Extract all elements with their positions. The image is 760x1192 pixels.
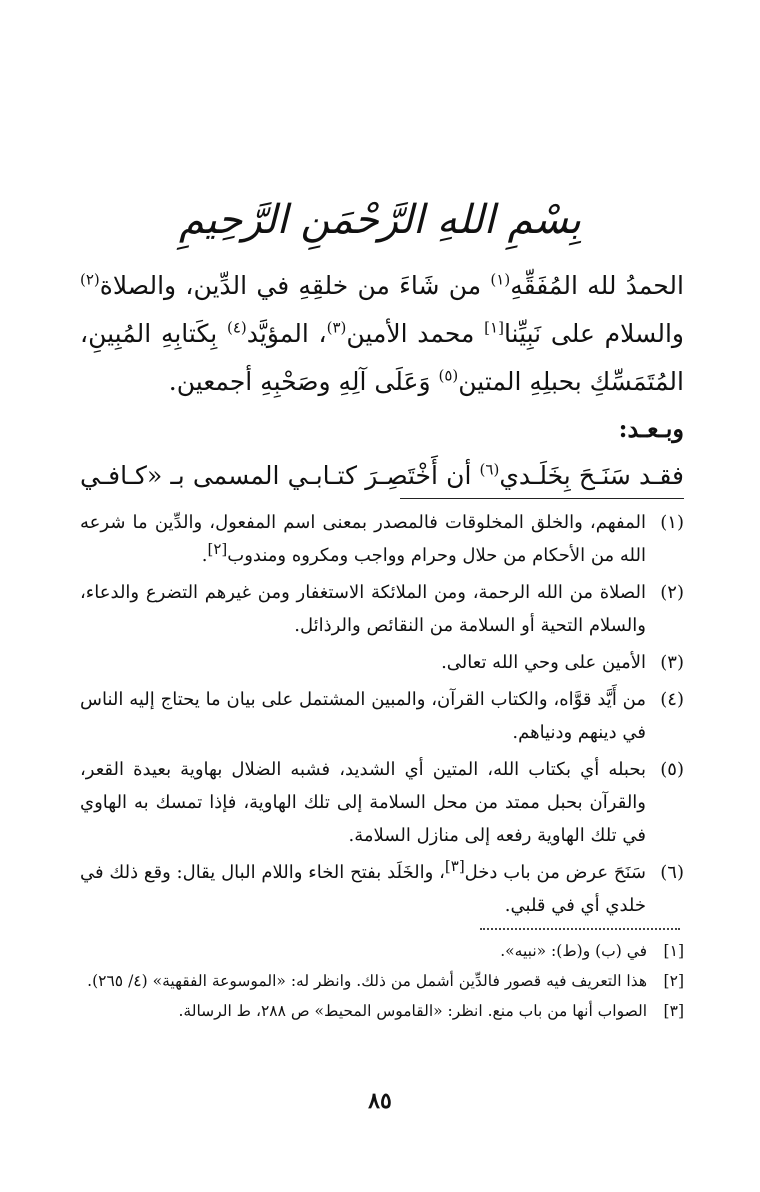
footnote-text: الصلاة من الله الرحمة، ومن الملائكة الاستغفار ومن غيرهم التضرع والدعاء، والسلام التحية أو السلامة من النقائص والرذائل. [80, 582, 646, 636]
footnote-text: بحبله أي بكتاب الله، المتين أي الشديد، فشبه الضلال بهاوية بعيدة القعر، والقرآن بحبل ممتد من محل السلامة إلى تلك الهاوية، فإذا تمسك به الهاوي في تلك الهاوية رفعه إلى منازل السلامة. [80, 759, 646, 846]
editor-note-number: [١] [663, 942, 684, 960]
footnote-marker: (٣) [326, 318, 347, 337]
footnote-marker: (٢) [80, 270, 100, 289]
text-run: وَعَلَى آلِهِ وصَحْبِهِ أجمعين. [168, 367, 439, 396]
footnote [80, 506, 684, 572]
footnote-text: من أَيَّد قوَّاه، والكتاب القرآن، والمبين المشتمل على بيان ما يحتاج إليه الناس في دينهم ودنياهم. [80, 689, 646, 743]
footnote-number: (٣) [660, 652, 684, 673]
footnotes [80, 506, 684, 926]
text-run: والسلام على نَبِيِّنا [503, 319, 685, 348]
footnote-number: (٤) [660, 689, 684, 710]
basmala-heading: بِسْمِ اللهِ الرَّحْمَنِ الرَّحِيمِ [178, 197, 582, 243]
editor-notes-divider [480, 928, 680, 930]
main-text [80, 262, 684, 500]
text-run: ، المؤيَّد [246, 319, 327, 348]
editor-note-marker: [٢] [207, 540, 228, 558]
editor-notes [80, 936, 684, 1026]
editor-note-number: [٣] [663, 1002, 684, 1020]
footnote-number: (٥) [660, 759, 684, 780]
editor-note [80, 996, 684, 1026]
editor-note-number: [٢] [663, 972, 684, 990]
footnote-marker: (٦) [479, 460, 500, 479]
editor-note [80, 936, 684, 966]
page-number: ٨٥ [368, 1088, 392, 1114]
footnote-number: (١) [660, 512, 684, 533]
opening-paragraph [80, 262, 684, 406]
editor-note-marker: [٣] [444, 857, 465, 875]
text-run: محمد الأمين [346, 319, 485, 348]
footnote [80, 646, 684, 679]
footnote [80, 576, 684, 642]
editor-note-marker: [١] [484, 318, 504, 337]
footnote-text: المفهم، والخلق المخلوقات فالمصدر بمعنى اسم المفعول، والدِّين ما شرعه الله من الأحكام من حلال وحرام وواجب ومكروه ومندوب [80, 512, 646, 566]
footnote-marker: (١) [490, 270, 511, 289]
text-run: أن أَخْتَصِـرَ كتـابـي المسمى بـ «كـافـي [80, 461, 480, 490]
footnote-number: (٢) [660, 582, 684, 603]
footnote-divider [400, 498, 684, 499]
footnote-text: سَنَحَ عرض من باب دخل [464, 862, 646, 883]
editor-note-text: هذا التعريف فيه قصور فالدِّين أشمل من ذلك. وانظر له: «الموسوعة الفقهية» (٤/ ٢٦٥). [87, 972, 648, 990]
text-run: من شَاءَ من خلقِهِ في الدِّين، والصلاة [99, 271, 491, 300]
footnote-text: الأمين على وحي الله تعالى. [441, 652, 646, 673]
footnote-number: (٦) [660, 862, 684, 883]
footnote [80, 856, 684, 922]
text-run: الحمدُ لله المُفَقِّهِ [510, 271, 684, 300]
footnote [80, 683, 684, 749]
footnote-text-tail: ، والخَلَد بفتح الخاء واللام البال يقال: وقع ذلك في خلدي أي في قلبي. [80, 862, 646, 916]
editor-note-text: في (ب) و(ط): «نبيه». [500, 942, 648, 960]
footnote [80, 753, 684, 852]
editor-note [80, 966, 684, 996]
footnote-marker: (٤) [226, 318, 247, 337]
text-run: فقـد سَنَـحَ بِخَلَـدي [499, 461, 684, 490]
text-run: بِكَتابِهِ المُبِينِ، المُتَمَسِّكِ بحبلِهِ المتين [80, 319, 684, 396]
footnote-text-tail: . [201, 545, 208, 566]
editor-note-text: الصواب أنها من باب منع. انظر: «القاموس المحيط» ص ٢٨٨، ط الرسالة. [178, 1002, 648, 1020]
footnote-marker: (٥) [438, 366, 459, 385]
section-lead: وبـعـد: [618, 414, 684, 443]
second-paragraph [80, 452, 684, 500]
